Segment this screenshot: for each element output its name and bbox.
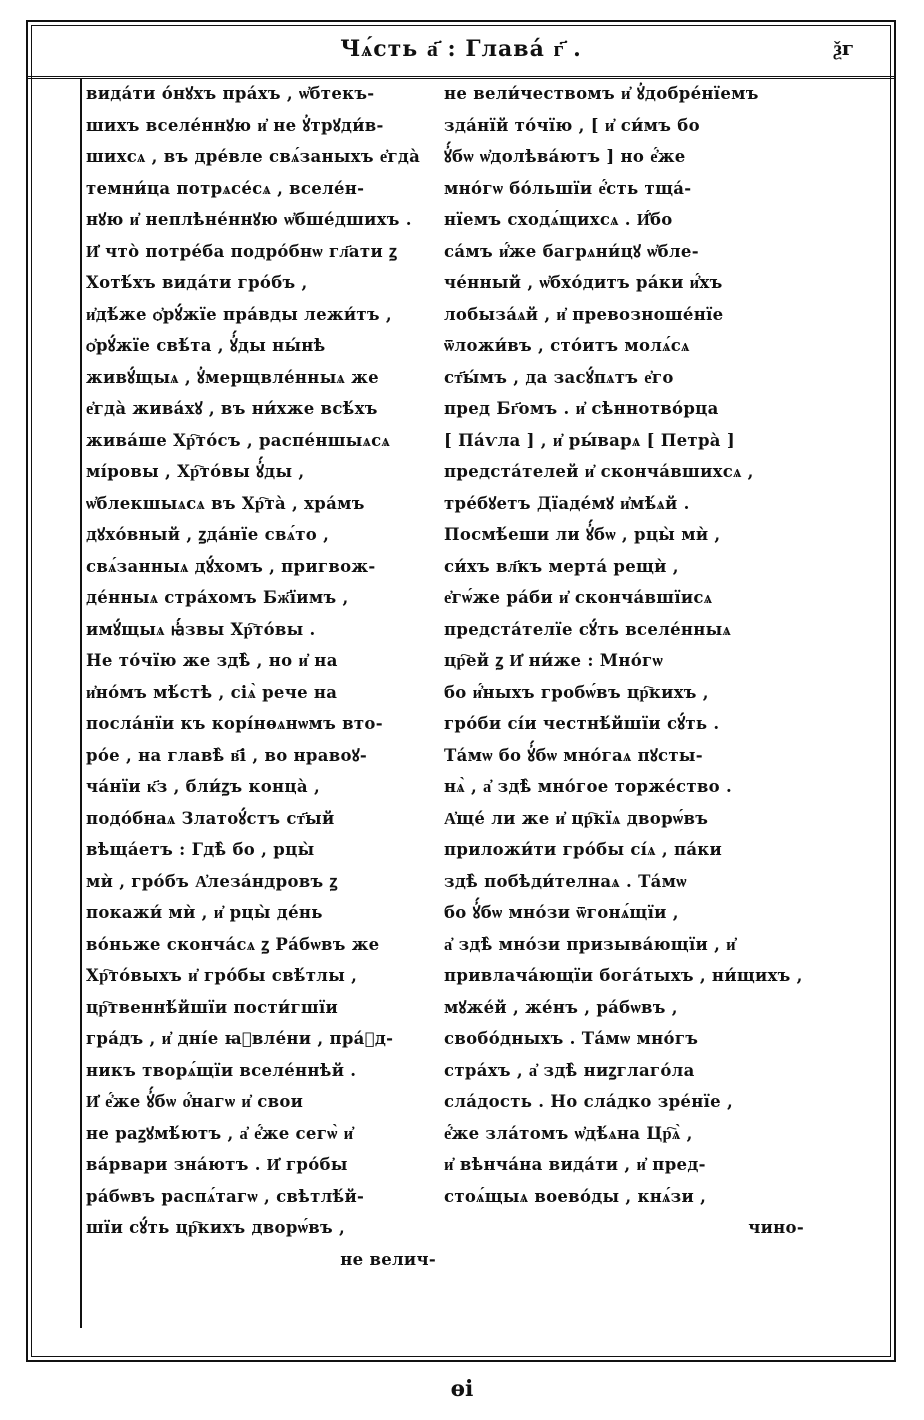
text-line: стра́хъ , а҆ здѣ̀ ниꙁглаго́ла — [444, 1060, 695, 1080]
text-line: Хр҇то́выхъ и҆ гро́бы свѣ́тлы , — [86, 966, 358, 985]
text-line: никъ творѧ́щїи вселе́ннѣй . — [86, 1060, 357, 1080]
text-line: Та́мѡ бо ꙋ҆́бѡ мно́гаѧ пꙋсты- — [444, 745, 703, 765]
text-line: ѡ҆блекшыѧсѧ въ Хр҇та̀ , хра́мъ — [86, 493, 365, 513]
text-line: са́мъ и҆́же багрѧни́цꙋ ѡ҆бле- — [444, 241, 699, 261]
text-line: во́ньже сконча́сѧ ꙁ Ра́бѡвъ же — [86, 934, 380, 954]
text-line: А҆ще́ ли же и҆ цр҇кїѧ дворѡ́въ — [444, 808, 709, 828]
text-line: цр҇ей ꙁ И҆ ни́же : Мно́гѡ — [444, 651, 663, 670]
text-line: покажи́ мѝ , и҆ рцы̀ де́нь — [86, 903, 323, 922]
text-line: сла́дость . Но сла́дко зре́нїе , — [444, 1092, 734, 1111]
text-line: нꙋю и҆ неплѣне́ннꙋю ѡ҆бше́дшихъ . — [86, 210, 412, 229]
header-title: Чѧ́сть а҃ : Глава́ г҃ . — [340, 36, 582, 62]
catchword: чино- — [748, 1218, 804, 1237]
text-line: тре́бꙋетъ Дїаде́мꙋ и҆мѣ́ѧй . — [444, 493, 690, 513]
text-line: ꙋ҆́бѡ ѡ҆долѣва́ютъ ] но е҆́же — [444, 147, 686, 166]
signature-mark: ѳі — [450, 1376, 474, 1402]
right-column — [444, 78, 804, 1328]
text-line: дꙋхо́вный , ꙁда́нїе свѧ́то , — [86, 525, 330, 544]
text-line: и҆дѣ́же ѻ҆рꙋ́жїе пра́вды лежи́тъ , — [86, 304, 392, 324]
text-line: и҆ вѣнча́на вида́ти , и҆ пред- — [444, 1155, 706, 1174]
text-line: живꙋ́щыѧ , ꙋ҆мерщвле́нныѧ же — [86, 367, 379, 387]
text-line: е҆гѡ́же ра́би и҆ сконча́вшїисѧ — [444, 588, 713, 607]
text-line: свобо́дныхъ . Та́мѡ мно́гъ — [444, 1029, 699, 1048]
text-line: гра́дъ , и҆ дні́е ꙗ҆вле́ни , пра́ꙁд- — [86, 1029, 394, 1048]
text-line: пред Бг҃омъ . и҆ сѣннотво́рца — [444, 399, 719, 418]
text-line: лобыза́ѧй , и҆ превозноше́нїе — [444, 304, 724, 324]
text-line: мѝ , гро́бъ А҆леза́ндровъ ꙁ — [86, 871, 338, 891]
text-line: Не то́чїю же здѣ̀ , но и҆ на — [86, 651, 338, 670]
text-line: шихъ вселе́ннꙋю и҆ не ꙋ҆трꙋди́в- — [86, 115, 384, 135]
text-line: мно́гѡ бо́льшїи е҆́сть тща́- — [444, 178, 692, 198]
text-line: е҆́же зла́томъ ѡ҆дѣ́ѧна Цр҇ѧ̀ , — [444, 1123, 693, 1143]
left-column — [80, 78, 436, 1328]
text-line: предста́телей и҆ сконча́вшихсѧ , — [444, 462, 754, 481]
text-line: имꙋ́щыѧ ꙗ҆́звы Хр҇то́вы . — [86, 619, 316, 639]
text-line: нїемъ сходѧ́щихсѧ . И҆́бо — [444, 210, 673, 229]
catchword: не велич- — [340, 1249, 436, 1269]
text-line: жива́ше Хр҇то́съ , распе́ншыѧсѧ — [86, 430, 391, 450]
text-line: ѿложи́въ , сто́итъ молѧ́сѧ — [444, 336, 690, 355]
text-line: и҆но́мъ мѣ́стѣ , сіѧ̀ рече на — [86, 682, 338, 702]
folio-number: ѯг — [833, 36, 854, 60]
text-line: е҆гда̀ жива́хꙋ , въ ни́хже всѣ́хъ — [86, 399, 378, 418]
text-line: И҆ е҆́же ꙋ҆́бѡ о҆́нагѡ и҆ свои — [86, 1092, 304, 1111]
text-line: И҆ что̀ потре́ба подро́бнѡ гл҃ати ꙁ — [86, 241, 398, 261]
text-line: ва́рвари зна́ютъ . И҆ гро́бы — [86, 1155, 348, 1174]
text-line: стоѧ́щыѧ воево́ды , кнѧ́зи , — [444, 1186, 707, 1206]
text-line: ст҃ы́мъ , да засꙋ́пѧтъ е҆го — [444, 367, 674, 387]
text-line: Хотѣ́хъ вида́ти гро́бъ , — [86, 273, 308, 292]
text-line: ѻ҆рꙋ́жїе свѣ́та , ꙋ҆́ды ны́нѣ — [86, 336, 326, 355]
text-line: вида́ти о́нꙋхъ пра́хъ , ѡ҆бтекъ- — [86, 84, 375, 103]
text-line: нѧ̀ , а҆ здѣ̀ мно́гое торже́ство . — [444, 777, 733, 796]
text-line: де́нныѧ стра́хомъ Бж҃їимъ , — [86, 588, 349, 607]
text-line: шихсѧ , въ дре́вле свѧ́заныхъ е҆гда̀ — [86, 147, 421, 166]
text-line: [ Па́ѵла ] , и҆ ры́варѧ [ Петра̀ ] — [444, 430, 735, 450]
text-line: ро́е , на главѣ̀ в҃і , во нравоꙋ- — [86, 745, 368, 765]
text-line: а҆ здѣ̀ мно́зи призыва́ющїи , и҆ — [444, 934, 736, 954]
text-line: темни́ца потрѧсе́сѧ , вселе́н- — [86, 178, 365, 198]
text-line: мꙋже́й , же́нъ , ра́бѡвъ , — [444, 997, 678, 1017]
text-line: че́нный , ѡ҆бхо́дитъ ра́ки и҆́хъ — [444, 273, 723, 292]
text-line: посла́нїи къ корі́нѳѧнѡмъ вто- — [86, 714, 383, 733]
text-line: ча́нїи к҃з , бли́ꙁъ конца̀ , — [86, 777, 320, 796]
text-line: приложи́ти гро́бы сі́ѧ , па́ки — [444, 840, 723, 859]
text-line: зда́нїй то́чїю , [ и҆ си́мъ бо — [444, 115, 700, 135]
text-line: не вели́чествомъ и҆ ꙋ҆добре́нїемъ — [444, 84, 759, 103]
text-line: Посмѣ́еши ли ꙋ҆́бѡ , рцы̀ мѝ , — [444, 525, 721, 544]
text-line: предста́телїе сꙋ́ть вселе́нныѧ — [444, 619, 732, 639]
text-line: бо и҆́ныхъ гробѡ́въ цр҇кихъ , — [444, 682, 709, 702]
text-line: подо́бнаѧ Златоꙋ́стъ ст҃ый — [86, 808, 335, 828]
text-line: мі́ровы , Хр҇то́вы ꙋ҆́ды , — [86, 462, 305, 481]
text-line: привлача́ющїи бога́тыхъ , ни́щихъ , — [444, 966, 803, 985]
text-line: здѣ̀ побѣди́телнаѧ . Та́мѡ — [444, 871, 687, 891]
text-line: свѧ́занныѧ дꙋ́хомъ , пригвож- — [86, 556, 376, 576]
text-line: си́хъ вл҃къ мерта́ рещѝ , — [444, 556, 679, 576]
text-line: не раꙁꙋмѣ́ютъ , а҆ е҆́же сегѡ̀ и҆ — [86, 1123, 354, 1143]
text-line: шїи сꙋ́ть цр҇кихъ дворѡ́въ , — [86, 1218, 346, 1237]
running-header — [28, 22, 894, 79]
text-line: ра́бѡвъ распѧ́тагѡ , свѣтлѣ́й- — [86, 1186, 365, 1206]
text-line: цр҇твеннѣ́йшїи пости́гшїи — [86, 997, 339, 1017]
text-line: гро́би сі́и честнѣ́йшїи сꙋ́ть . — [444, 714, 720, 733]
text-line: вѣща́етъ : Гдѣ̀ бо , рцы̀ — [86, 840, 315, 859]
text-line: бо ꙋ҆́бѡ мно́зи ѿгонѧ́щїи , — [444, 903, 679, 922]
